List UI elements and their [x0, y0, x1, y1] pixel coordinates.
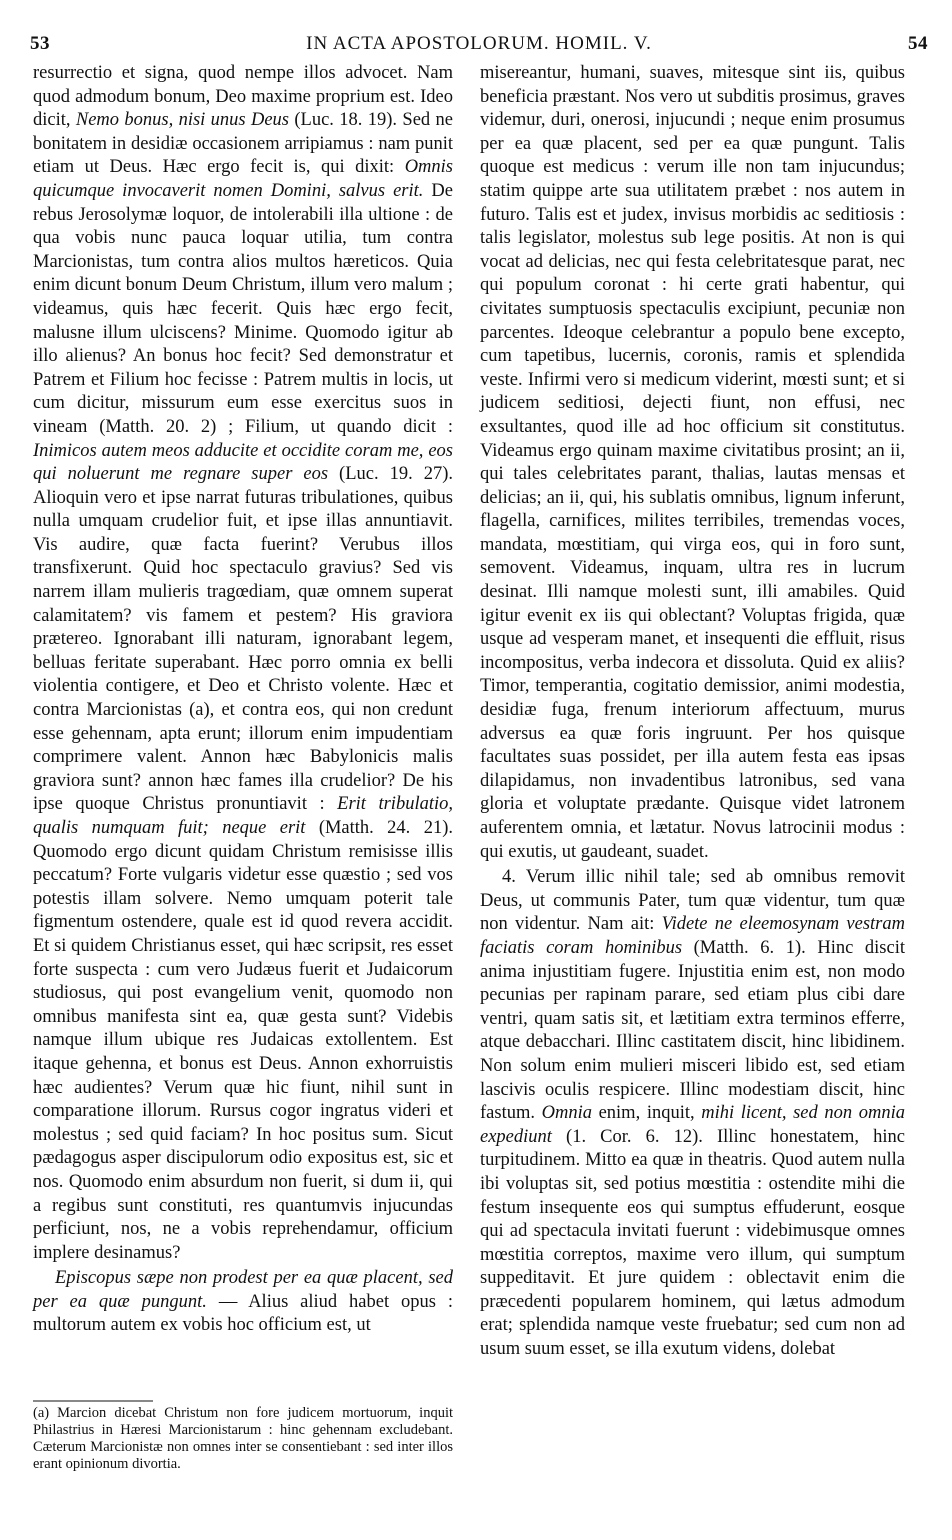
footnotes — [33, 1405, 453, 1473]
footnote-rule — [33, 1400, 453, 1402]
text-run: (Matth. 6. 1). Hinc discit anima injustitiam fugere. Injustitia enim est, non modo pecunias per rapinam parare, sed etiam plus cibi dare ventri, quam satis sit, et lætitiam extra terminos efferre, atque debacchari. Illinc castitatem discit, hinc libidinem. Non solum enim mulieri misceri libido est, sed etiam lascivis oculis respicere. Illinc modestiam discit, hinc fastum. — [480, 937, 905, 1124]
text-run: (1. Cor. 6. 12). Illinc honestatem, hinc turpitudinem. Mitto ea quæ in theatris. Quod autem nulla ibi voluptas sit, sed potius mœstitia : ostendite mihi die festum insequente eos qui sumptus effuderunt, eosque qui ad spectacula invitati fuerunt : videbimusque omnes mœstitia correptos, maxime vero illum, qui sumptum suppeditavit. Et jure quidem : oblectavit enim die præcedenti popularem hominem, qui lætus admodum erat; splendida namque veste fruebatur; sed cum non ad usum suum esset, se illa exutum videns, dolebat — [480, 1126, 905, 1360]
side-heading: Episcopus sæpe non prodest per ea quæ placent, sed per ea quæ pungunt. — [33, 1268, 453, 1312]
quotation: Nemo bonus, nisi unus Deus — [75, 110, 290, 131]
text-run: De rebus Jerosolymæ loquor, de intolerabili illa ultione : de qua vobis nunc pauca loquar utilia, tum contra Marcionistas, tum contra alios multos hæreticos. Quia enim dicunt bonum Deum Christum, illum vero malum ; videamus, quis hæc fecerit. Quis hæc ergo fecit, malusne illum ulciscens? Minime. Quomodo igitur ab illo alienus? An bonus hoc fecit? Sed demonstratur et Patrem et Filium hoc fecisse : Patrem multis in locis, ut cum dicitur, missurum eum esse exercitus suos in vineam (Matth. 20. 2) ; Filium, ut quando dicit : — [33, 180, 453, 437]
right-column — [480, 62, 905, 1362]
quotation: Omnia — [541, 1103, 592, 1124]
quotation: Erit tribulatio, qualis numquam fuit; neque erit — [33, 794, 453, 838]
text-run: resurrectio et signa, quod nempe illos advocet. Nam quod admodum bonum, Deo maxime proprium est. Ideo dicit, — [33, 63, 453, 131]
running-header — [30, 33, 928, 59]
text-run: 4. Verum illic nihil tale; sed ab omnibus removit Deus, ut communis Pater, tum quæ videntur, tum quæ non videntur. Nam ait: — [480, 867, 905, 935]
quotation: Videte ne eleemosynam vestram faciatis coram hominibus — [480, 914, 905, 958]
left-paragraph-1 — [33, 62, 453, 1265]
page-number-right: 54 — [908, 33, 928, 54]
text-run: — Alius aliud habet opus : multorum autem ex vobis hoc officium est, ut — [33, 1291, 453, 1336]
text-run: (Matth. 24. 21). Quomodo ergo dicunt quidam Christum remisisse illis peccatum? Forte vulgaris videtur esse quæstio ; sed vos potestis illam solvere. Nemo umquam poterit tale figmentum ostendere, quale est id quod revera accidit. Et si quidem Christianus esset, qui hæc scripsit, res esset forte suspecta : cum vero Judæus fuerit et Judaicorum studiosus, qui post evangelium venit, quomodo non omnibus manifesta sint ea, quæ gesta sunt? Videbis namque illum ubique res Judaicas extollentem. Est itaque gehenna, et bonus est Deus. Annon exhorruistis hæc audientes? Verum quæ hic fiunt, nihil sunt in comparatione illorum. Rursus cogor ingratus videri et molestus ; sed quid faciam? In hoc positus sum. Sicut pædagogus asper discipulorum odio expositus est, sic et nos. Quomodo enim absurdum non fuerit, si dum ii, qui a regibus sunt constituti, res quantumvis injucundas perficiunt, nos, ne a vobis reprehendamur, officium implere desinamus? — [33, 818, 453, 1263]
left-paragraph-2 — [33, 1267, 453, 1338]
running-title: IN ACTA APOSTOLORUM. HOMIL. V. — [306, 33, 652, 54]
right-paragraph-2 — [480, 866, 905, 1361]
page-number-left: 53 — [30, 33, 50, 54]
quotation: mihi licent, sed non omnia expediunt — [480, 1103, 905, 1147]
quotation: Omnis quicumque invocaverit nomen Domini, salvus erit. — [33, 157, 453, 201]
quotation: Inimicos autem meos adducite et occidite coram me, eos qui noluerunt me regnare super eos — [33, 440, 453, 485]
text-run: enim, inquit, — [591, 1103, 702, 1124]
right-paragraph-1: misereantur, humani, suaves, mitesque sint iis, quibus beneficia præstant. Nos vero ut subditis prosimus, graves videmur, duri, onerosi, injucundi ; neque enim prosumus per ea quæ placent, sed per ea quæ pungunt. Talis quoque est medicus : verum ille non tam injucundus; statim quippe arte sua utilitatem præbet : nos autem in futuro. Talis est et judex, invisus morbidis ac seditiosis : talis legislator, molestus sub lege positis. At non is qui vocat ad delicias, nec qui festa celebritatesque parat, nec qui populum coronat : hi certe grati habentur, qui civitates sumptuosis spectaculis excipiunt, pecuniæ non parcentes. Ideoque celebrantur a populo bene excepto, cum tapetibus, lucernis, coronis, ramis et splendida veste. Infirmi vero si medicum viderint, mœsti sunt; et si judicem seditiosi, dejecti fiunt, non effusi, nec exsultantes, quod ille ad hoc officium sit constitutus. Videamus ergo quinam maxime civitatibus prosint; an ii, qui tales celebritates parant, thalias, lautas mensas et delicias; an ii, qui, his sublatis omnibus, lignum inferunt, flagella, carnifices, milites terribiles, tremendas voces, mandata, mœstitiam, qui virga eos, qui in foro sunt, semovent. Videamus, inquam, ultra res in lucrum desinat. Illi namque molesti sunt, illi amabiles. Quid igitur evenit ex iis qui oblectant? Voluptas frigida, quæ usque ad vesperam manet, et insequenti die effluit, risus incompositus, verba indecora et dissoluta. Quid ex aliis? Timor, temperantia, cogitatio demissior, animi modestia, desidiæ fuga, frenum interiorum affectuum, murus adversus ea quæ foris ingruunt. Per hos quisque facultates suas possidet, per illa autem festa eas ipsas dilapidamus, non invadentibus latronibus, sed vana gloria et voluptate prædante. Quisque videt latronem auferentem omnia, et lætatur. Novus latrocinii modus : qui exutis, ut gaudeant, suadet. — [480, 63, 905, 862]
text-run: (Luc. 19. 27). Alioquin vero et ipse narrat futuras tribulationes, quibus nulla umquam crudelior fuit, et ipse illas annuntiavit. Vis audire, quæ facta fuerint? Verubus illos transfixerunt. Quid hoc spectaculo gravius? Sed vis narrem illam mulieris tragœdiam, quæ omnem superat calamitatem? vis famem et pestem? His graviora prætereo. Ignorabant illi naturam, ignorabant legem, belluas feritate superabant. Hæc porro omnia ex belli violentia contigere, et Deo et Christo volente. Hæc et contra Marcionistas (a), et contra eos, qui non credunt esse gehennam, apta erunt; illorum enim impudentiam comprimere valent. Annon hæc Babylonicis malis graviora sunt? annon hæc fames illa crudelior? De his ipse quoque Christus pronuntiavit : — [33, 464, 453, 815]
left-column — [33, 62, 453, 1338]
text-run: (Luc. 18. 19). Sed ne bonitatem in desidiæ occasionem arripiamus : nam punit etiam ut Deus. Hæc ergo fecit is, qui dixit: — [33, 110, 453, 178]
footnote-a: (a) Marcion dicebat Christum non fore judicem mortuorum, inquit Philastrius in Hæresi Marcionistarum : hinc gehennam excludebant. Cæterum Marcionistæ non omnes inter se consentiebant : sed inter illos erant opinionum divortia. — [33, 1405, 453, 1472]
